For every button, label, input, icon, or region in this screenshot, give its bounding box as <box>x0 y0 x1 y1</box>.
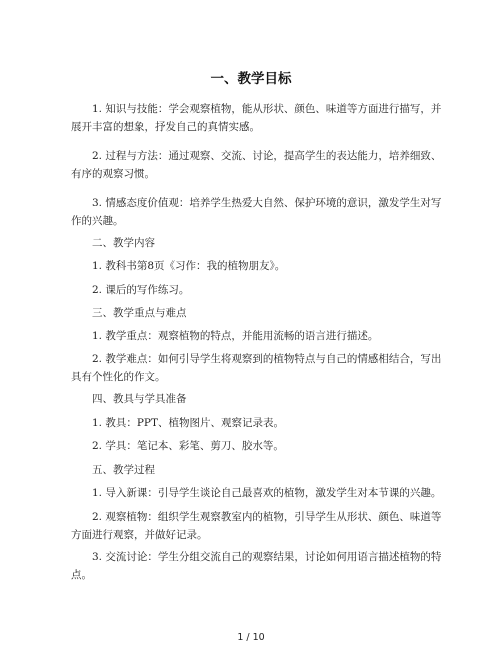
paragraph-line: 1. 教学重点：观察植物的特点，并能用流畅的语言进行描述。 <box>92 330 379 342</box>
paragraph-line: 方面进行观察，并做好记录。 <box>71 529 208 541</box>
paragraph <box>71 350 442 386</box>
paragraph-line: 3. 交流讨论：学生分组交流自己的观察结果，讨论如何用语言描述植物的特 <box>92 551 442 563</box>
paragraph-line: 展开丰富的想象，抒发自己的真情实感。 <box>71 121 260 133</box>
section-heading <box>92 390 422 408</box>
section-heading <box>92 234 422 252</box>
paragraph-line: 2. 过程与方法：通过观察、交流、讨论，提高学生的表达能力，培养细致、 <box>92 150 442 162</box>
paragraph <box>92 484 442 502</box>
page-number: 1 / 10 <box>237 632 265 643</box>
paragraph-line: 1. 导入新课：引导学生谈论自己最喜欢的植物，激发学生对本节课的兴趣。 <box>92 487 442 499</box>
section-heading <box>92 304 422 322</box>
paragraph-line: 具有个性化的作文。 <box>71 371 166 383</box>
paragraph <box>92 327 422 345</box>
paragraph <box>92 437 422 455</box>
paragraph-line: 2. 学具：笔记本、彩笔、剪刀、胶水等。 <box>92 440 284 452</box>
paragraph <box>71 508 442 544</box>
paragraph-line: 三、教学重点与难点 <box>92 307 187 319</box>
paragraph-line: 四、教具与学具准备 <box>92 393 187 405</box>
section-title: 一、教学目标 <box>210 71 292 87</box>
paragraph-line: 1. 教具：PPT、植物图片、观察记录表。 <box>92 417 284 429</box>
paragraph-line: 有序的观察习惯。 <box>71 168 155 180</box>
paragraph-line: 二、教学内容 <box>92 237 155 249</box>
paragraph-line: 1. 知识与技能：学会观察植物，能从形状、颜色、味道等方面进行描写，并 <box>92 103 442 115</box>
paragraph-line: 2. 教学难点：如何引导学生将观察到的植物特点与自己的情感相结合，写出 <box>92 353 442 365</box>
paragraph-line: 2. 课后的写作练习。 <box>92 284 190 296</box>
paragraph-line: 点。 <box>71 569 92 581</box>
paragraph-line: 作的兴趣。 <box>71 215 124 227</box>
paragraph-line: 3. 情感态度价值观：培养学生热爱大自然、保护环境的意识，激发学生对写 <box>92 197 442 209</box>
paragraph <box>92 414 422 432</box>
paragraph <box>71 548 442 584</box>
paragraph <box>92 281 422 299</box>
paragraph-line: 五、教学过程 <box>92 464 155 476</box>
paragraph <box>71 147 442 183</box>
paragraph <box>92 257 422 275</box>
paragraph-line: 1. 教科书第8页《习作：我的植物朋友》。 <box>92 260 286 272</box>
paragraph-line: 2. 观察植物：组织学生观察教室内的植物，引导学生从形状、颜色、味道等 <box>92 511 442 523</box>
paragraph <box>71 100 442 136</box>
paragraph <box>71 194 442 230</box>
section-heading <box>92 461 422 479</box>
